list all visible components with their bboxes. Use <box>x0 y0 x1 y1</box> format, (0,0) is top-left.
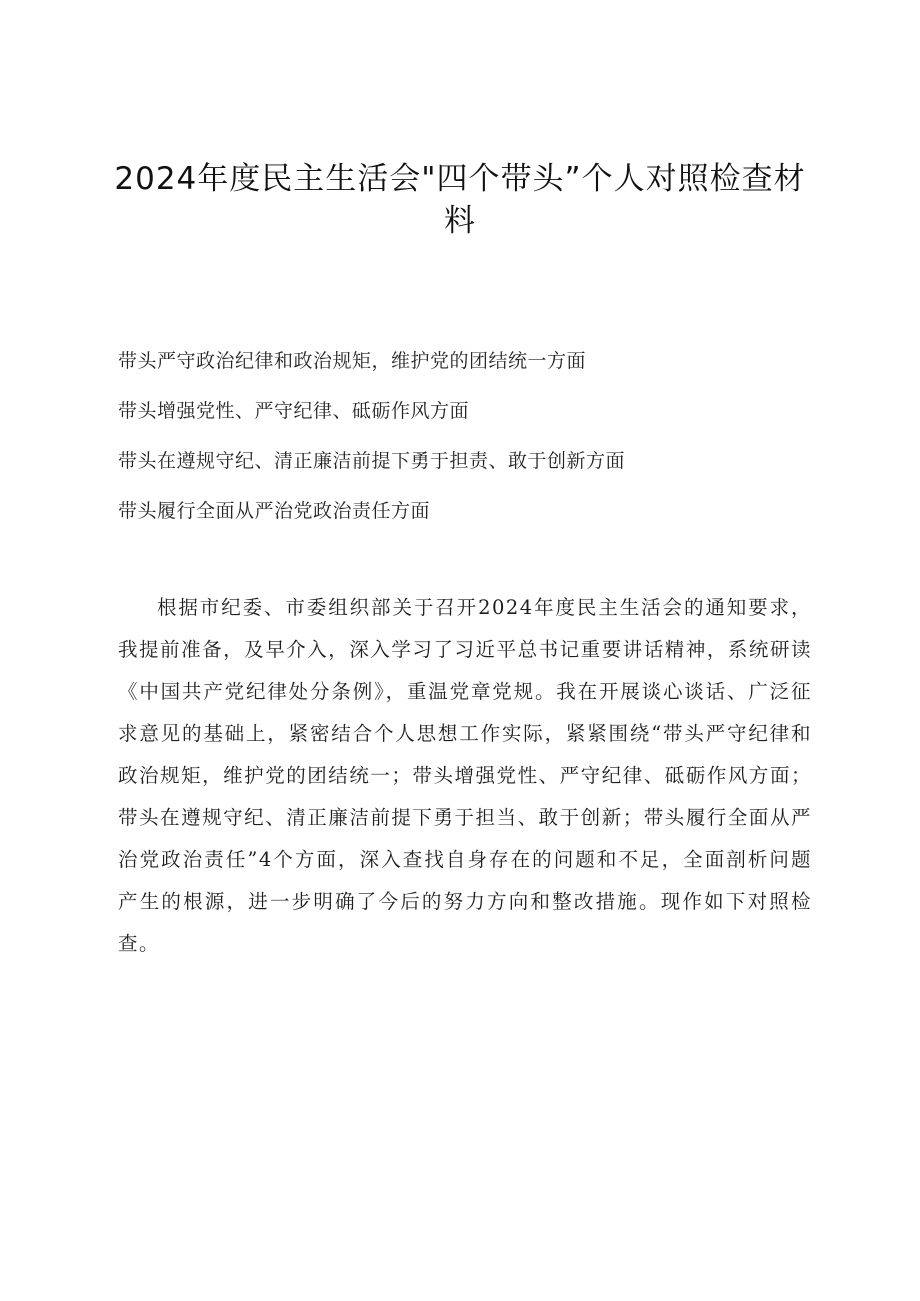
section-item-1: 带头严守政治纪律和政治规矩，维护党的团结统一方面 <box>118 350 587 372</box>
section-item-4: 带头履行全面从严治党政治责任方面 <box>118 500 431 522</box>
document-title: 2024年度民主生活会"四个带头”个人对照检查材料 <box>114 161 806 239</box>
intro-paragraph: 根据市纪委、市委组织部关于召开2024年度民主生活会的通知要求，我提前准备，及早介入，深入学习了习近平总书记重要讲话精神，系统研读《中国共产党纪律处分条例》，重温党章党规。我在开展谈心谈话、广泛征求意见的基础上，紧密结合个人思想工作实际，紧紧围绕“带头严守纪律和政治规矩，维护党的团结统一；带头增强党性、严守纪律、砥砺作风方面；带头在遵规守纪、清正廉洁前提下勇于担当、敢于创新；带头履行全面从严治党政治责任”4个方面，深入查找自身存在的问题和不足，全面剖析问题产生的根源，进一步明确了今后的努力方向和整改措施。现作如下对照检查。 <box>118 596 812 955</box>
section-list <box>118 336 818 536</box>
section-item-3: 带头在遵规守纪、清正廉洁前提下勇于担责、敢于创新方面 <box>118 450 626 472</box>
section-item-2: 带头增强党性、严守纪律、砥砺作风方面 <box>118 400 470 422</box>
